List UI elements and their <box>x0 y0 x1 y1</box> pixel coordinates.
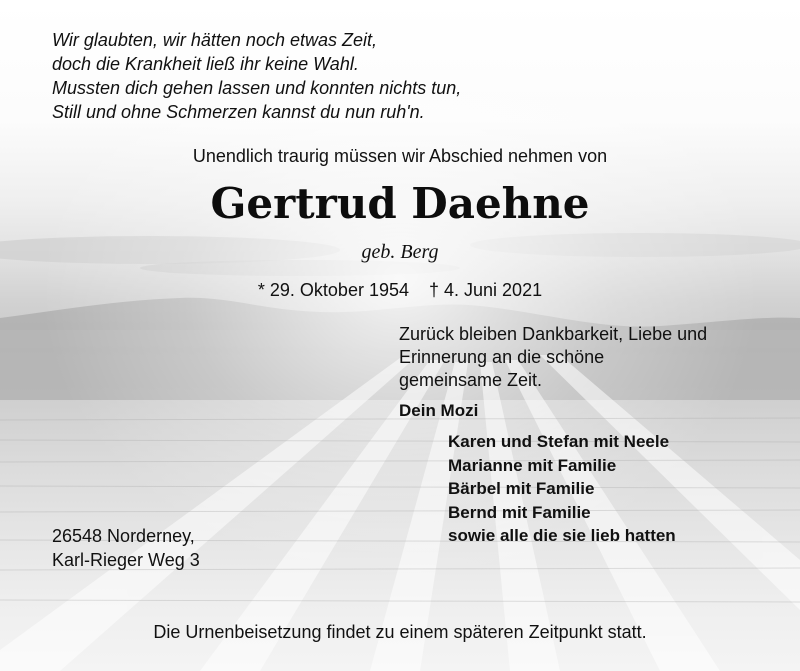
deceased-name: Gertrud Daehne <box>210 179 590 228</box>
funeral-note: Die Urnenbeisetzung findet zu einem späteren Zeitpunkt statt. <box>153 622 647 642</box>
intro-line: Unendlich traurig müssen wir Abschied nehmen von <box>192 146 608 166</box>
mourner-entry: sowie alle die sie lieb hatten <box>448 526 676 545</box>
verse-line: doch die Krankheit ließ ihr keine Wahl. <box>52 54 359 74</box>
address-line: 26548 Norderney, <box>52 526 195 546</box>
thanks-line: Erinnerung an die schöne <box>399 347 605 367</box>
verse-line: Mussten dich gehen lassen und konnten nichts tun, <box>52 78 462 98</box>
verse-line: Still und ohne Schmerzen kannst du nun ruh'n. <box>52 102 425 122</box>
mourner-entry: Karen und Stefan mit Neele <box>448 432 670 451</box>
mourners-list <box>448 430 676 548</box>
thanks-line: Zurück bleiben Dankbarkeit, Liebe und <box>399 324 708 344</box>
thanks-text <box>399 323 707 392</box>
address-block <box>52 524 200 572</box>
mourner-entry: Bernd mit Familie <box>448 502 591 522</box>
thanks-line: gemeinsame Zeit. <box>399 370 543 390</box>
verse-line: Wir glaubten, wir hätten noch etwas Zeit, <box>52 30 377 50</box>
maiden-name <box>0 240 800 264</box>
life-dates: * 29. Oktober 1954 † 4. Juni 2021 <box>257 280 543 300</box>
memorial-verse <box>52 28 461 124</box>
maiden-name-text: geb. Berg <box>361 241 439 263</box>
signoff: Dein Mozi <box>399 401 479 420</box>
mourner-entry: Bärbel mit Familie <box>448 479 595 498</box>
mourner-entry: Marianne mit Familie <box>448 455 617 475</box>
address-line: Karl-Rieger Weg 3 <box>52 550 200 570</box>
